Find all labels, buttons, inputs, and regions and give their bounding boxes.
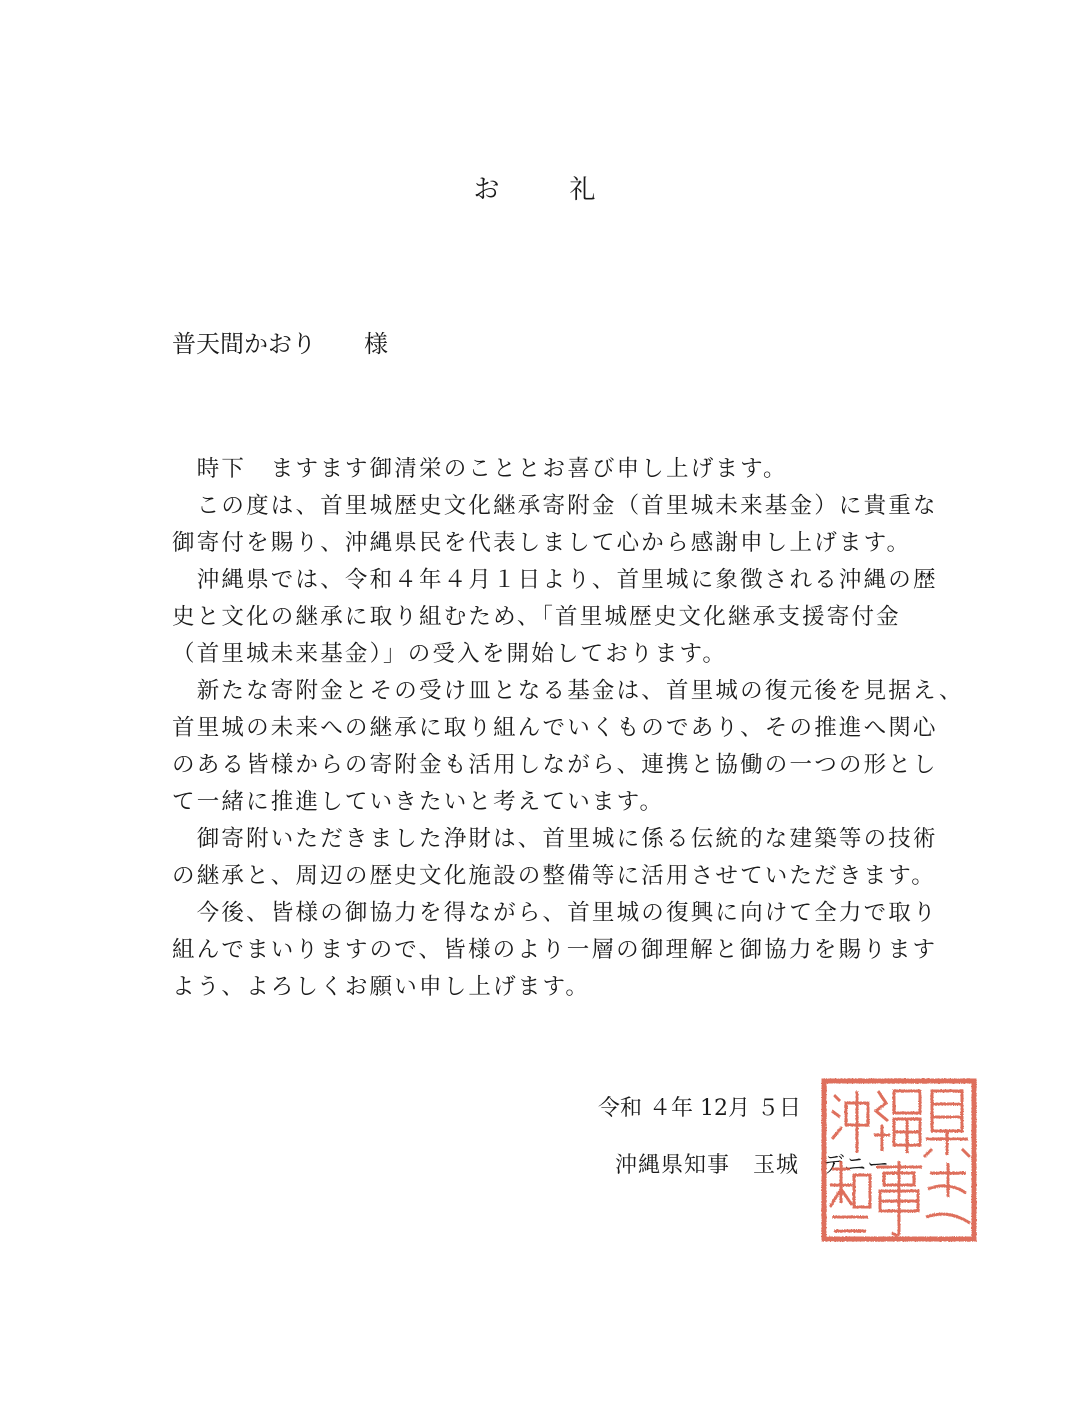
- seal-glyph: [832, 1091, 868, 1153]
- official-seal: [820, 1077, 978, 1243]
- body-line: よう、よろしくお願い申し上げます。: [172, 974, 591, 1000]
- seal-glyph: [924, 1091, 970, 1157]
- body-line: 御寄付を賜り、沖縄県民を代表しまして心から感謝申し上げます。: [172, 530, 912, 556]
- body-line: のある皆様からの寄附金も活用しながら、連携と協働の一つの形とし: [172, 752, 938, 778]
- recipient-name: 普天間かおり 様: [172, 330, 388, 358]
- body-line: て一緒に推進していきたいと考えています。: [172, 789, 665, 815]
- body-line: 沖縄県では、令和４年４月１日より、首里城に象徴される沖縄の歴: [172, 567, 938, 593]
- seal-glyph: [830, 1161, 870, 1231]
- seal-glyph: [876, 1161, 922, 1235]
- body-line: 史と文化の継承に取り組むため、「首里城歴史文化継承支援寄付金: [172, 604, 901, 630]
- body-line: 新たな寄附金とその受け皿となる基金は、首里城の復元後を見据え、: [172, 678, 964, 704]
- letter-title: お 礼: [473, 175, 618, 205]
- seal-glyph: [926, 1163, 970, 1223]
- body-line: 組んでまいりますので、皆様のより一層の御理解と御協力を賜ります: [172, 937, 938, 963]
- body-line: 首里城の未来への継承に取り組んでいくものであり、その推進へ関心: [172, 715, 938, 741]
- body-line: （首里城未来基金）」の受入を開始しております。: [172, 641, 728, 667]
- seal-glyph: [874, 1091, 920, 1153]
- signer-name: 沖縄県知事 玉城 デニー: [615, 1153, 891, 1178]
- body-line: この度は、首里城歴史文化継承寄附金（首里城未来基金）に貴重な: [172, 493, 938, 519]
- body-line: 今後、皆様の御協力を得ながら、首里城の復興に向けて全力で取り: [172, 900, 938, 926]
- body-line: の継承と、周辺の歴史文化施設の整備等に活用させていただきます。: [172, 863, 936, 889]
- seal-graphic: [820, 1077, 978, 1243]
- body-line: 時下 ますます御清栄のこととお喜び申し上げます。: [172, 456, 788, 482]
- body-line: 御寄附いただきました浄財は、首里城に係る伝統的な建築等の技術: [172, 826, 938, 852]
- letter-body: [172, 451, 964, 1006]
- letter-date: 令和 ４年 12月 ５日: [598, 1096, 801, 1121]
